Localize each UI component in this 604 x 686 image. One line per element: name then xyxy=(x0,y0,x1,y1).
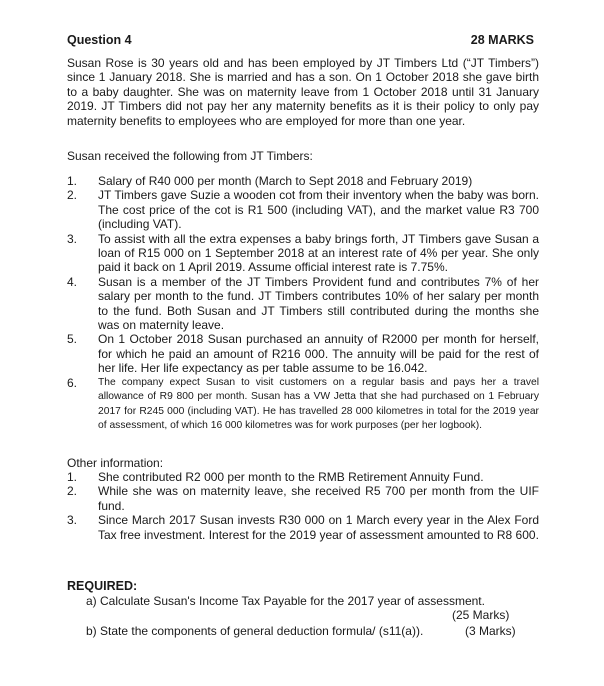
question-marks: 28 MARKS xyxy=(470,33,534,47)
item-number: 2. xyxy=(67,484,78,499)
required-b-marks: (3 Marks) xyxy=(465,624,516,638)
received-item xyxy=(67,232,539,275)
received-heading: Susan received the following from JT Timbers: xyxy=(67,149,313,163)
question-title: Question 4 xyxy=(67,33,132,47)
required-a-text: a) Calculate Susan's Income Tax Payable for the 2017 year of assessment. xyxy=(86,594,485,608)
item-number: 2. xyxy=(67,188,78,203)
item-number: 1. xyxy=(67,174,78,188)
item-number: 1. xyxy=(67,470,78,484)
item-text: She contributed R2 000 per month to the RMB Retirement Annuity Fund. xyxy=(98,470,484,484)
item-number: 5. xyxy=(67,332,78,347)
other-list xyxy=(67,470,539,542)
other-heading: Other information: xyxy=(67,456,164,470)
received-item xyxy=(67,332,539,375)
other-item xyxy=(67,513,539,542)
required-heading: REQUIRED: xyxy=(67,579,138,593)
item-number: 6. xyxy=(67,375,78,390)
item-text: Susan is a member of the JT Timbers Provident fund and contributes 7% of her salary per month to the fund. JT Timbers contributes 10% of her salary per month to the fund. Both Susan and JT Timbers still contributed during the months she was on maternity leave. xyxy=(98,274,539,333)
question-header xyxy=(67,33,534,49)
item-text: JT Timbers gave Suzie a wooden cot from their inventory when the baby was born. The cost price of the cot is R1 500 (including VAT), and the market value R3 700 (including VAT). xyxy=(98,188,539,232)
received-item xyxy=(67,376,539,434)
received-item xyxy=(67,188,539,231)
item-number: 3. xyxy=(67,231,78,246)
item-text: To assist with all the extra expenses a baby brings forth, JT Timbers gave Susan a loan of R15 000 on 1 September 2018 at an interest rate of 4% per year. She only paid it back on 1 April 2019. Assume official interest rate is 7.75%. xyxy=(98,231,539,275)
item-text: While she was on maternity leave, she received R5 700 per month from the UIF fund. xyxy=(98,484,539,513)
other-item xyxy=(67,470,539,484)
received-list xyxy=(67,174,539,433)
item-text: Since March 2017 Susan invests R30 000 on 1 March every year in the Alex Ford Tax free investment. Interest for the 2019 year of assessment amounted to R8 600. xyxy=(98,513,539,542)
item-number: 3. xyxy=(67,513,78,528)
required-a-marks: (25 Marks) xyxy=(452,608,510,622)
received-item xyxy=(67,275,539,333)
item-text: Salary of R40 000 per month (March to Sept 2018 and February 2019) xyxy=(98,174,473,188)
item-number: 4. xyxy=(67,274,78,289)
intro-paragraph: Susan Rose is 30 years old and has been employed by JT Timbers Ltd (“JT Timbers”) since 1 January 2018. She is married and has a son. On 1 October 2018 she gave birth to a baby daughter. She was on maternity leave from 1 October 2018 until 31 January 2019. JT Timbers did not pay her any maternity benefits as it is their policy to only pay maternity benefits to employees who are employed for more than one year. xyxy=(67,56,539,128)
received-item xyxy=(67,174,539,188)
item-text: The company expect Susan to visit customers on a regular basis and pays her a travel allowance of R9 800 per month. Susan has a VW Jetta that she had purchased on 1 February 2017 for R245 000 (including VAT). He has travelled 28 000 kilometres in total for the 2019 year of assessment, of which 16 000 kilometres was for work purposes (per her logbook). xyxy=(98,376,539,431)
other-item xyxy=(67,484,539,513)
required-b-text: b) State the components of general deduction formula/ (s11(a)). xyxy=(86,624,424,638)
item-text: On 1 October 2018 Susan purchased an annuity of R2000 per month for herself, for which he paid an amount of R216 000. The annuity will be paid for the rest of her life. Her life expectancy as per table assume to be 16.042. xyxy=(98,332,539,376)
